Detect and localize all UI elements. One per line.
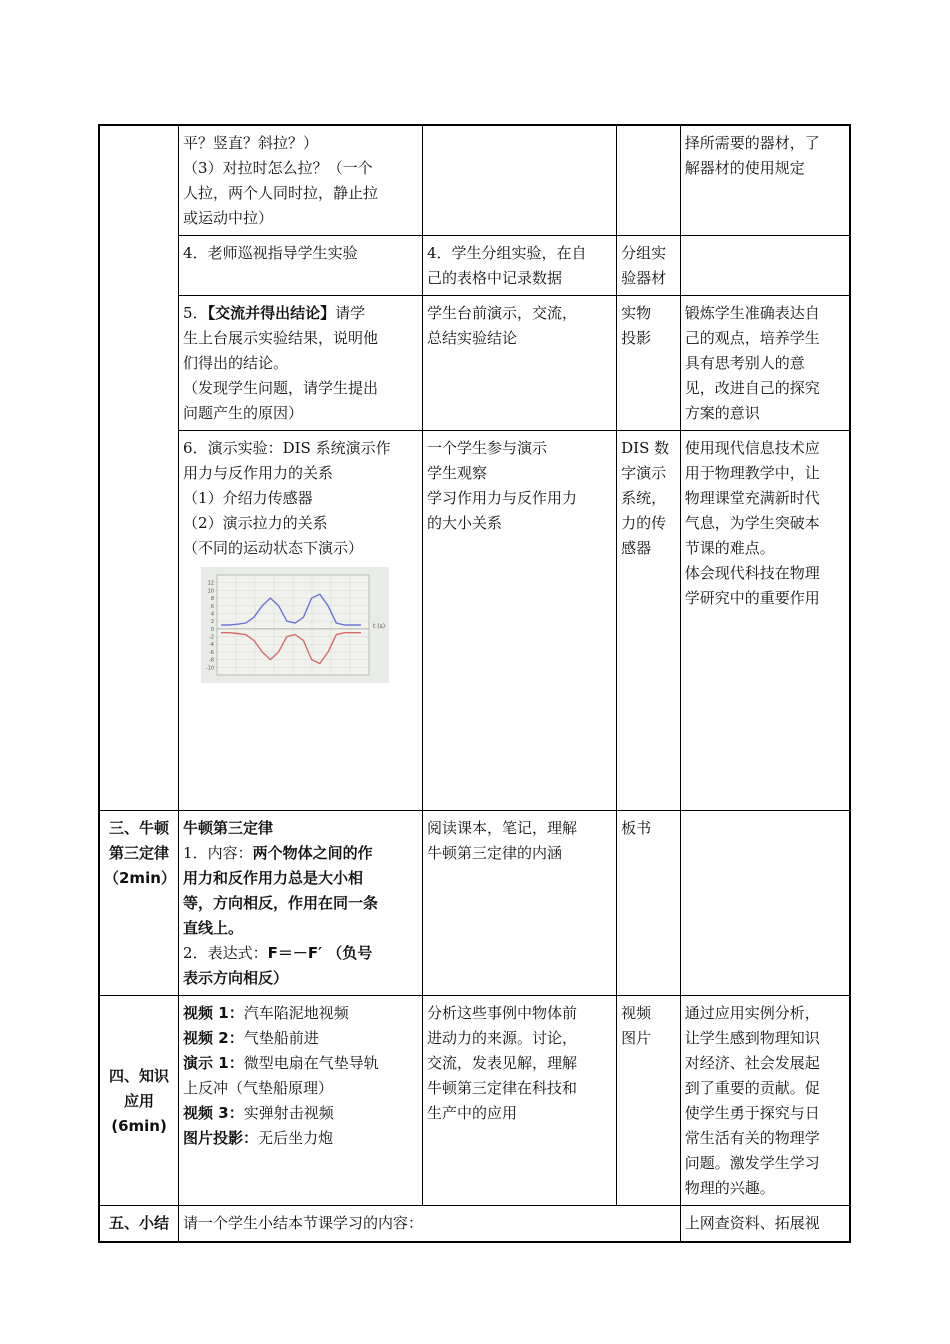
text-line: 分组实 [621, 244, 667, 262]
bold-text: 直线上。 [183, 919, 244, 937]
bold-text: 用力和反作用力总是大小相 [183, 869, 364, 887]
student-activity-cell [423, 296, 617, 431]
text-fragment: 请学 [335, 304, 366, 322]
purpose-cell [680, 811, 850, 996]
text-line: 进动力的来源。讨论， [427, 1029, 578, 1047]
text-line: （不同的运动状态下演示） [183, 539, 364, 557]
purpose-cell [680, 431, 850, 811]
table-row [99, 236, 850, 296]
text-line: 4．老师巡视指导学生实验 [183, 244, 358, 262]
purpose-cell [680, 236, 850, 296]
text-line: 对经济、社会发展起 [684, 1054, 820, 1072]
list-item [183, 1001, 418, 1026]
stage-label: 五、小结 [109, 1214, 170, 1233]
text-line: 字演示 [621, 464, 667, 482]
text-line: 用于物理教学中，让 [684, 464, 820, 482]
text-line [183, 841, 418, 866]
y-tick-label: 4 [210, 611, 215, 618]
force-sensor-chart [201, 567, 389, 683]
text-line: 4．学生分组实验，在自 [427, 244, 587, 262]
y-tick-label: 6 [210, 603, 215, 610]
bold-text: 表示方向相反） [183, 969, 289, 987]
y-tick-label: -8 [209, 657, 215, 664]
item-text: 汽车陷泥地视频 [243, 1004, 349, 1022]
list-item [183, 1126, 418, 1151]
teacher-activity-cell [179, 811, 423, 996]
text-line: 节课的难点。 [684, 539, 775, 557]
text-line: 问题产生的原因） [183, 404, 304, 422]
teacher-activity-cell [179, 125, 423, 236]
bold-text: 等，方向相反，作用在同一条 [183, 894, 379, 912]
stage-label: 第三定律 [109, 844, 170, 862]
text-line: （1）介绍力传感器 [183, 489, 313, 507]
purpose-cell [680, 125, 850, 236]
text-line: 学生观察 [427, 464, 488, 482]
text-line: 锻炼学生准确表达自 [684, 304, 820, 322]
item-text: 实弹射击视频 [243, 1104, 334, 1122]
text-line: 一个学生参与演示 [427, 439, 548, 457]
lesson-plan-table [98, 124, 851, 1243]
text-line: 分析这些事例中物体前 [427, 1004, 578, 1022]
item-number: 5． [183, 304, 208, 322]
text-line: 问题。激发学生学习 [684, 1154, 820, 1172]
stage-cell [99, 996, 179, 1206]
text-line: 上网查资料、拓展视 [684, 1214, 820, 1232]
student-activity-cell [423, 431, 617, 811]
text-line: 方案的意识 [684, 404, 760, 422]
media-cell [617, 125, 681, 236]
media-cell [617, 296, 681, 431]
bold-heading: 【交流并得出结论】 [207, 304, 336, 322]
teacher-activity-cell [179, 996, 423, 1206]
bold-text: 两个物体之间的作 [252, 844, 373, 862]
text-line: 实物 [621, 304, 652, 322]
text-line: 学生台前演示，交流， [427, 304, 578, 322]
table-row [99, 431, 850, 811]
text-line: 总结实验结论 [427, 329, 518, 347]
text-line: 请一个学生小结本节课学习的内容： [183, 1214, 424, 1232]
y-tick-label: 12 [207, 580, 215, 587]
text-line: （2）演示拉力的关系 [183, 514, 328, 532]
item-number: 2．表达式： [183, 944, 268, 962]
teacher-activity-cell [179, 236, 423, 296]
text-line: 到了重要的贡献。促 [684, 1079, 820, 1097]
text-line: 择所需要的器材，了 [684, 134, 820, 152]
teacher-activity-cell [179, 296, 423, 431]
text-line: 验器材 [621, 269, 667, 287]
stage-cell [99, 811, 179, 996]
y-tick-label: -6 [209, 649, 215, 656]
text-line: 用力与反作用力的关系 [183, 464, 334, 482]
text-line [183, 941, 418, 966]
text-line: 感器 [621, 539, 652, 557]
table-row [99, 811, 850, 996]
text-line: 使用现代信息技术应 [684, 439, 820, 457]
media-cell [617, 236, 681, 296]
text-line: 生产中的应用 [427, 1104, 518, 1122]
text-line: 学研究中的重要作用 [684, 589, 820, 607]
stage-cell-empty [99, 125, 179, 811]
y-tick-label: 8 [210, 596, 215, 603]
item-label: 视频 2： [183, 1029, 244, 1047]
text-line: DIS 数 [621, 439, 670, 457]
text-line: 牛顿第三定律在科技和 [427, 1079, 578, 1097]
list-item [183, 1076, 418, 1101]
list-item [183, 1101, 418, 1126]
text-line: 阅读课本，笔记，理解 [427, 819, 578, 837]
table-row [99, 1206, 850, 1242]
text-line: 学习作用力与反作用力 [427, 489, 578, 507]
text-line: （3）对拉时怎么拉？（一个 [183, 159, 373, 177]
item-label: 演示 1： [183, 1054, 244, 1072]
item-number: 1．内容： [183, 844, 253, 862]
text-line: 板书 [621, 819, 652, 837]
text-line [183, 301, 418, 326]
text-line: 图片 [621, 1029, 652, 1047]
section-title: 牛顿第三定律 [183, 819, 274, 837]
text-line: 系统， [621, 489, 667, 507]
text-line: 视频 [621, 1004, 652, 1022]
bold-text: F＝－F′ （负号 [267, 944, 373, 962]
item-label: 视频 3： [183, 1104, 244, 1122]
text-line: 6．演示实验：DIS 系统演示作 [183, 439, 391, 457]
item-text: 上反冲（气垫船原理） [183, 1079, 334, 1097]
item-label: 视频 1： [183, 1004, 244, 1022]
student-activity-cell [423, 811, 617, 996]
y-tick-label: -2 [209, 634, 215, 641]
y-tick-label: -4 [209, 642, 215, 649]
text-line: 生上台展示实验结果，说明他 [183, 329, 379, 347]
text-line: 常生活有关的物理学 [684, 1129, 820, 1147]
y-tick-label: 10 [207, 588, 215, 595]
text-line: 投影 [621, 329, 652, 347]
text-line: 解器材的使用规定 [684, 159, 805, 177]
table-row [99, 296, 850, 431]
table-row [99, 996, 850, 1206]
media-cell [617, 811, 681, 996]
text-line: 见，改进自己的探究 [684, 379, 820, 397]
student-activity-cell [423, 125, 617, 236]
purpose-cell [680, 996, 850, 1206]
stage-label: 应用 [124, 1091, 155, 1110]
text-line: 平？竖直？斜拉？） [183, 134, 319, 152]
media-cell [617, 431, 681, 811]
media-cell [617, 996, 681, 1206]
text-line: （发现学生问题，请学生提出 [183, 379, 379, 397]
text-line: 气息，为学生突破本 [684, 514, 820, 532]
text-line: 物理的兴趣。 [684, 1179, 775, 1197]
text-line: 使学生勇于探究与日 [684, 1104, 820, 1122]
text-line: 的大小关系 [427, 514, 503, 532]
x-axis-label: t (s) [373, 623, 386, 630]
list-item [183, 1026, 418, 1051]
purpose-cell [680, 1206, 850, 1242]
stage-cell [99, 1206, 179, 1242]
student-activity-cell [423, 996, 617, 1206]
stage-duration: (6min) [111, 1116, 167, 1135]
purpose-cell [680, 296, 850, 431]
teacher-activity-cell [179, 431, 423, 811]
y-tick-label: 0 [210, 626, 215, 633]
text-line: 通过应用实例分析， [684, 1004, 820, 1022]
text-line: 己的表格中记录数据 [427, 269, 563, 287]
text-line: 人拉，两个人同时拉，静止拉 [183, 184, 379, 202]
text-line: 牛顿第三定律的内涵 [427, 844, 563, 862]
item-label: 图片投影： [183, 1129, 259, 1147]
text-line: 己的观点，培养学生 [684, 329, 820, 347]
y-tick-label: -10 [205, 665, 215, 672]
text-line: 力的传 [621, 514, 667, 532]
stage-duration: （2min） [104, 869, 176, 887]
item-text: 气垫船前进 [243, 1029, 319, 1047]
stage-label: 三、牛顿 [109, 819, 170, 837]
list-item [183, 1051, 418, 1076]
item-text: 微型电扇在气垫导轨 [243, 1054, 379, 1072]
stage-label: 四、知识 [109, 1066, 170, 1085]
item-text: 无后坐力炮 [258, 1129, 334, 1147]
student-activity-cell [423, 236, 617, 296]
table-row [99, 125, 850, 236]
y-tick-label: 2 [210, 619, 215, 626]
text-line: 让学生感到物理知识 [684, 1029, 820, 1047]
text-line: 物理课堂充满新时代 [684, 489, 820, 507]
text-line: 具有思考别人的意 [684, 354, 805, 372]
text-line: 或运动中拉） [183, 209, 274, 227]
text-line: 们得出的结论。 [183, 354, 289, 372]
text-line: 体会现代科技在物理 [684, 564, 820, 582]
summary-content-cell [179, 1206, 681, 1242]
text-line: 交流，发表见解，理解 [427, 1054, 578, 1072]
